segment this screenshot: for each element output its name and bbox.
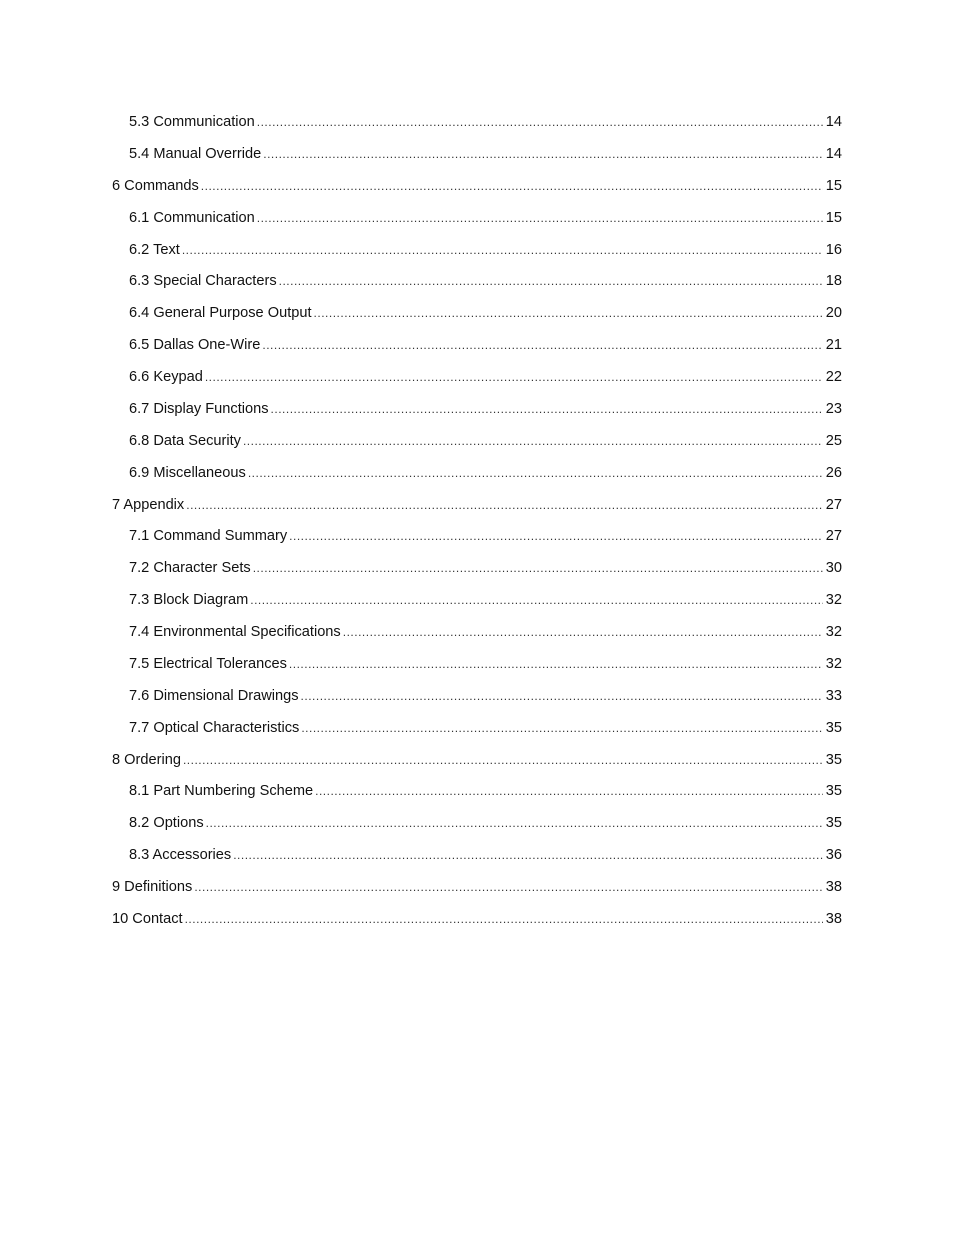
toc-dot-leader <box>301 717 823 739</box>
toc-dot-leader <box>289 525 823 547</box>
toc-dot-leader <box>289 653 823 675</box>
toc-entry[interactable] <box>112 494 842 526</box>
toc-dot-leader <box>301 685 823 707</box>
toc-dot-leader <box>205 366 823 388</box>
toc-entry-page-number: 32 <box>825 655 842 672</box>
toc-entry-title: 7 Appendix <box>112 496 185 513</box>
toc-dot-leader <box>248 462 823 484</box>
toc-entry[interactable] <box>112 462 842 494</box>
toc-dot-leader <box>183 749 823 771</box>
toc-entry-title: 6.6 Keypad <box>129 369 203 385</box>
toc-dot-leader <box>206 812 823 834</box>
toc-entry[interactable] <box>112 270 842 302</box>
toc-dot-leader <box>243 430 823 452</box>
toc-entry-title: 9 Definitions <box>112 879 193 895</box>
toc-entry-page-number: 35 <box>825 783 842 800</box>
toc-entry[interactable] <box>112 207 842 239</box>
toc-entry-page-number: 22 <box>825 369 842 385</box>
toc-entry-title: 6.2 Text <box>129 241 180 258</box>
toc-entry[interactable] <box>112 876 842 908</box>
toc-entry-title: 6.4 General Purpose Output <box>129 305 312 322</box>
toc-entry-page-number: 32 <box>825 624 842 640</box>
toc-dot-leader <box>314 302 823 324</box>
toc-dot-leader <box>279 270 823 292</box>
toc-entry-title: 6.5 Dallas One-Wire <box>129 337 261 354</box>
toc-entry-title: 7.5 Electrical Tolerances <box>129 655 287 672</box>
toc-dot-leader <box>185 908 823 930</box>
toc-entry-title: 7.2 Character Sets <box>129 560 251 577</box>
toc-entry[interactable] <box>112 812 842 844</box>
toc-entry-title: 5.3 Communication <box>129 114 255 130</box>
toc-entry[interactable] <box>112 366 842 398</box>
toc-entry-page-number: 16 <box>825 241 842 258</box>
toc-entry-title: 6.7 Display Functions <box>129 400 269 417</box>
toc-entry[interactable] <box>112 334 842 366</box>
toc-entry-page-number: 20 <box>825 305 842 322</box>
table-of-contents <box>112 111 842 940</box>
toc-dot-leader <box>263 143 823 165</box>
toc-entry[interactable] <box>112 111 842 143</box>
toc-entry-title: 8.1 Part Numbering Scheme <box>129 783 314 800</box>
toc-entry[interactable] <box>112 653 842 685</box>
toc-entry[interactable] <box>112 430 842 462</box>
toc-entry-page-number: 35 <box>825 815 842 832</box>
toc-entry[interactable] <box>112 749 842 781</box>
toc-entry-page-number: 26 <box>825 464 842 481</box>
toc-entry-page-number: 35 <box>825 751 842 768</box>
toc-entry[interactable] <box>112 621 842 653</box>
toc-entry-title: 10 Contact <box>112 910 183 927</box>
toc-entry[interactable] <box>112 239 842 271</box>
toc-entry-page-number: 32 <box>825 592 842 609</box>
toc-entry[interactable] <box>112 557 842 589</box>
toc-entry-page-number: 35 <box>825 719 842 736</box>
toc-dot-leader <box>262 334 823 356</box>
toc-entry-title: 5.4 Manual Override <box>129 145 262 162</box>
toc-entry-page-number: 27 <box>825 528 842 545</box>
toc-dot-leader <box>343 621 823 643</box>
toc-entry-title: 6.8 Data Security <box>129 432 241 449</box>
toc-entry[interactable] <box>112 398 842 430</box>
toc-entry-page-number: 30 <box>825 560 842 577</box>
toc-dot-leader <box>182 239 823 261</box>
toc-entry-title: 7.7 Optical Characteristics <box>129 719 300 736</box>
toc-entry-page-number: 38 <box>825 910 842 927</box>
toc-entry-title: 6.1 Communication <box>129 209 255 226</box>
toc-dot-leader <box>233 844 823 866</box>
toc-entry-title: 7.4 Environmental Specifications <box>129 624 341 640</box>
toc-entry-page-number: 14 <box>825 114 842 130</box>
toc-entry[interactable] <box>112 717 842 749</box>
toc-dot-leader <box>271 398 823 420</box>
toc-entry-page-number: 23 <box>825 400 842 417</box>
toc-entry-page-number: 14 <box>825 145 842 162</box>
toc-entry-page-number: 15 <box>825 177 842 194</box>
toc-entry-title: 7.1 Command Summary <box>129 528 288 545</box>
toc-dot-leader <box>315 780 823 802</box>
toc-dot-leader <box>250 589 823 611</box>
toc-entry-title: 7.6 Dimensional Drawings <box>129 687 299 704</box>
toc-entry-title: 6 Commands <box>112 177 199 194</box>
toc-entry[interactable] <box>112 525 842 557</box>
toc-entry-page-number: 21 <box>825 337 842 354</box>
toc-entry-page-number: 18 <box>825 273 842 290</box>
toc-dot-leader <box>194 876 823 898</box>
toc-entry-title: 8.2 Options <box>129 815 204 832</box>
toc-entry-page-number: 25 <box>825 432 842 449</box>
toc-entry-page-number: 36 <box>825 847 842 864</box>
toc-entry[interactable] <box>112 589 842 621</box>
toc-entry[interactable] <box>112 908 842 940</box>
toc-entry[interactable] <box>112 175 842 207</box>
toc-dot-leader <box>186 494 823 516</box>
toc-entry[interactable] <box>112 685 842 717</box>
toc-entry-title: 6.3 Special Characters <box>129 273 277 290</box>
toc-entry-page-number: 33 <box>825 687 842 704</box>
toc-entry[interactable] <box>112 143 842 175</box>
toc-dot-leader <box>253 557 823 579</box>
toc-dot-leader <box>201 175 823 197</box>
toc-entry-title: 8 Ordering <box>112 751 181 768</box>
toc-dot-leader <box>257 111 823 133</box>
toc-entry-page-number: 27 <box>825 496 842 513</box>
toc-entry-page-number: 38 <box>825 879 842 895</box>
toc-entry-title: 8.3 Accessories <box>129 847 232 864</box>
toc-dot-leader <box>257 207 823 229</box>
toc-entry[interactable] <box>112 844 842 876</box>
toc-entry[interactable] <box>112 780 842 812</box>
toc-entry-title: 7.3 Block Diagram <box>129 592 249 609</box>
toc-entry-page-number: 15 <box>825 209 842 226</box>
toc-entry-title: 6.9 Miscellaneous <box>129 464 246 481</box>
toc-entry[interactable] <box>112 302 842 334</box>
